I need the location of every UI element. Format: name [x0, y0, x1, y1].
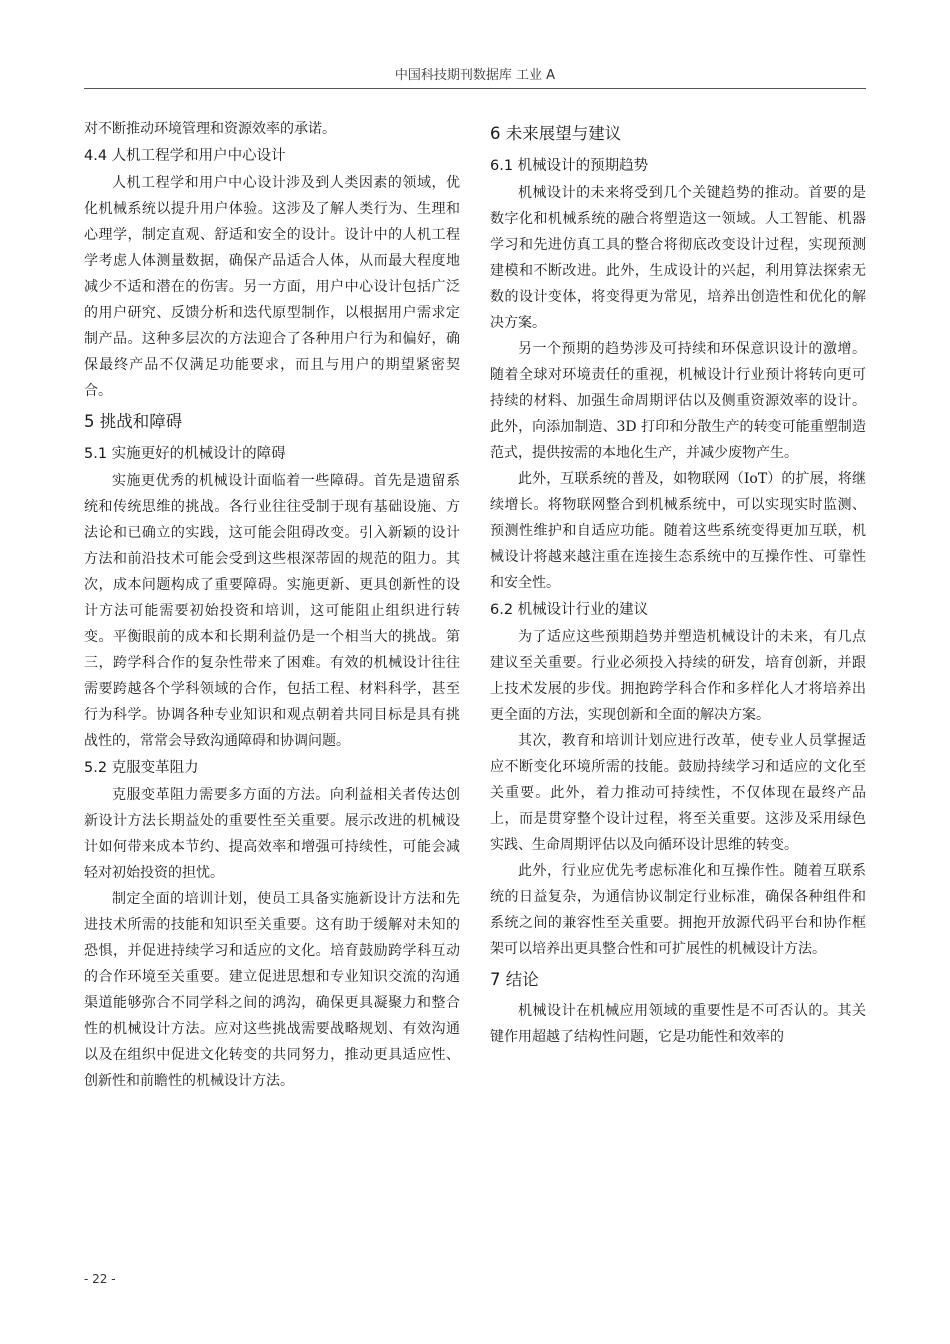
paragraph: 人机工程学和用户中心设计涉及到人类因素的领域，优化机械系统以提升用户体验。这涉及了解人类行为、生理和心理学，制定直观、舒适和安全的设计。设计中的人机工程学考虑人体测量数据，确保产品适合人体，从而最大程度地减少不适和潜在的伤害。另一方面，用户中心设计包括广泛的用户研究、反馈分析和迭代原型制作，以根据用户需求定制产品。这种多层次的方法迎合了各种用户行为和偏好，确保最终产品不仅满足功能要求，而且与用户的期望紧密契合。 — [84, 175, 460, 399]
running-header: 中国科技期刊数据库 工业 A — [84, 66, 866, 89]
paragraph: 其次，教育和培训计划应进行改革，使专业人员掌握适应不断变化环境所需的技能。鼓励持续学习和适应的文化至关重要。此外，着力推动可持续性，不仅体现在最终产品上，而是贯穿整个设计过程，将至关重要。这涉及采用绿色实践、生命周期评估以及向循环设计思维的转变。 — [490, 733, 866, 853]
section-heading-5-1: 5.1 实施更好的机械设计的障碍 — [84, 446, 286, 462]
paragraph: 克服变革阻力需要多方面的方法。向利益相关者传达创新设计方法长期益处的重要性至关重要。展示改进的机械设计如何带来成本节约、提高效率和增强可持续性，可能会减轻对初始投资的担忧。 — [84, 787, 460, 881]
section-heading-6-1: 6.1 机械设计的预期趋势 — [490, 158, 649, 174]
paragraph: 机械设计的未来将受到几个关键趋势的推动。首要的是数字化和机械系统的融合将塑造这一领域。人工智能、机器学习和先进仿真工具的整合将彻底改变设计过程，实现预测建模和不断改进。此外，生成设计的兴起，利用算法探索无数的设计变体，将变得更为常见，培养出创造性和优化的解决方案。 — [490, 185, 866, 331]
section-heading-4-4: 4.4 人机工程学和用户中心设计 — [84, 148, 286, 164]
section-heading-5: 5 挑战和障碍 — [84, 412, 183, 431]
paragraph: 此外，行业应优先考虑标准化和互操作性。随着互联系统的日益复杂，为通信协议制定行业标准，确保各种组件和系统之间的兼容性至关重要。拥抱开放源代码平台和协作框架可以培养出更具整合性和可扩展性的机械设计方法。 — [490, 863, 866, 957]
paragraph: 制定全面的培训计划，使员工具备实施新设计方法和先进技术所需的技能和知识至关重要。这有助于缓解对未知的恐惧，并促进持续学习和适应的文化。培育鼓励跨学科互动的合作环境至关重要。建立促进思想和专业知识交流的沟通渠道能够弥合不同学科之间的鸿沟，确保更具凝聚力和整合性的机械设计方法。应对这些挑战需要战略规划、有效沟通以及在组织中促进文化转变的共同努力，推动更具适应性、创新性和前瞻性的机械设计方法。 — [84, 891, 460, 1089]
section-heading-6: 6 未来展望与建议 — [490, 124, 622, 143]
section-heading-7: 7 结论 — [490, 970, 539, 989]
paragraph: 机械设计在机械应用领域的重要性是不可否认的。其关键作用超越了结构性问题，它是功能性和效率的 — [490, 1003, 866, 1045]
left-column — [84, 116, 460, 1094]
section-heading-6-2: 6.2 机械设计行业的建议 — [490, 602, 649, 618]
section-heading-5-2: 5.2 克服变革阻力 — [84, 760, 199, 776]
page-number: - 22 - — [84, 1272, 116, 1286]
paragraph: 另一个预期的趋势涉及可持续和环保意识设计的激增。随着全球对环境责任的重视，机械设计行业预计将转向更可持续的材料、加强生命周期评估以及侧重资源效率的设计。此外，向添加制造、3D 打印和分散生产的转变可能重塑制造范式，提供按需的本地化生产，并减少废物产生。 — [490, 341, 866, 461]
paragraph: 此外，互联系统的普及，如物联网（IoT）的扩展，将继续增长。将物联网整合到机械系统中，可以实现实时监测、预测性维护和自适应功能。随着这些系统变得更加互联，机械设计将越来越注重在连接生态系统中的互操作性、可靠性和安全性。 — [490, 471, 866, 591]
right-column — [490, 116, 866, 1050]
paragraph: 实施更优秀的机械设计面临着一些障碍。首先是遗留系统和传统思维的挑战。各行业往往受制于现有基础设施、方法论和已确立的实践，这可能会阻碍改变。引入新颖的设计方法和前沿技术可能会受到这些根深蒂固的规范的阻力。其次，成本问题构成了重要障碍。实施更新、更具创新性的设计方法可能需要初始投资和培训，这可能阻止组织进行转变。平衡眼前的成本和长期利益仍是一个相当大的挑战。第三，跨学科合作的复杂性带来了困难。有效的机械设计往往需要跨越各个学科领域的合作，包括工程、材料科学，甚至行为科学。协调各种专业知识和观点朝着共同目标是具有挑战性的，常常会导致沟通障碍和协调问题。 — [84, 473, 460, 749]
paragraph: 为了适应这些预期趋势并塑造机械设计的未来，有几点建议至关重要。行业必须投入持续的研发，培育创新，并跟上技术发展的步伐。拥抱跨学科合作和多样化人才将培养出更全面的方法，实现创新和全面的解决方案。 — [490, 629, 866, 723]
paragraph-continued: 对不断推动环境管理和资源效率的承诺。 — [84, 121, 336, 137]
